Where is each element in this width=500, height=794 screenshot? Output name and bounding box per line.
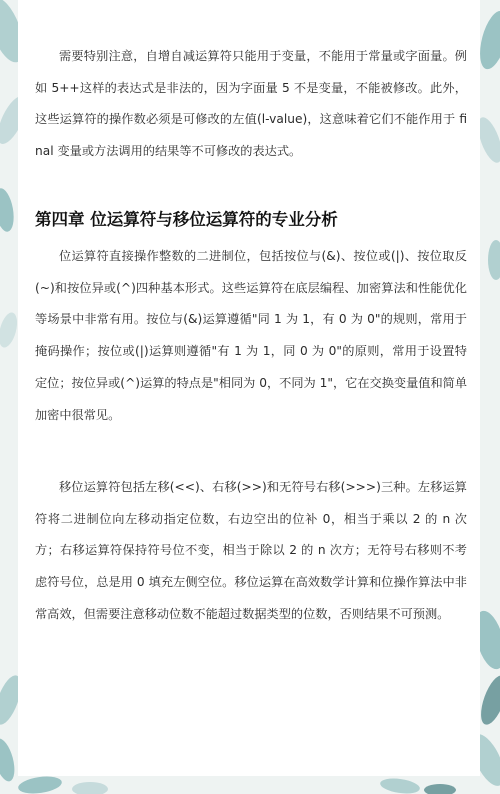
paragraph-shift-operators: 移位运算符包括左移(<<)、右移(>>)和无符号右移(>>>)三种。左移运算符将二进制位向左移动指定位数，右边空出的位补 0，相当于乘以 2 的 n 次方；右移运算符保持符号位不变，相当于除以 2 的 n 次方；无符号右移则不考虑符号位，总是用 0 填充左侧空位。移位运算在高效数学计算和位操作算法中非常高效，但需要注意移动位数不能超过数据类型的位数，否则结果不可预测。 xyxy=(35,480,467,621)
paragraph-increment-note: 需要特别注意，自增自减运算符只能用于变量，不能用于常量或字面量。例如 5++这样的表达式是非法的，因为字面量 5 不是变量，不能被修改。此外，这些运算符的操作数必须是可修改的左值(l-value)，这意味着它们不能作用于 final 变量或方法调用的结果等不可修改的表达式。 xyxy=(35,49,467,159)
paragraph-bitwise-operators: 位运算符直接操作整数的二进制位，包括按位与(&)、按位或(|)、按位取反(~)和按位异或(^)四种基本形式。这些运算符在底层编程、加密算法和性能优化等场景中非常有用。按位与(&)运算遵循"同 1 为 1，有 0 为 0"的规则，常用于掩码操作；按位或(|)运算则遵循"有 1 为 1，同 0 为 0"的原则，常用于设置特定位；按位异或(^)运算的特点是"相同为 0，不同为 1"，它在交换变量值和简单加密中很常见。 xyxy=(35,249,468,422)
chapter-4-heading: 第四章 位运算符与移位运算符的专业分析 xyxy=(35,210,338,229)
